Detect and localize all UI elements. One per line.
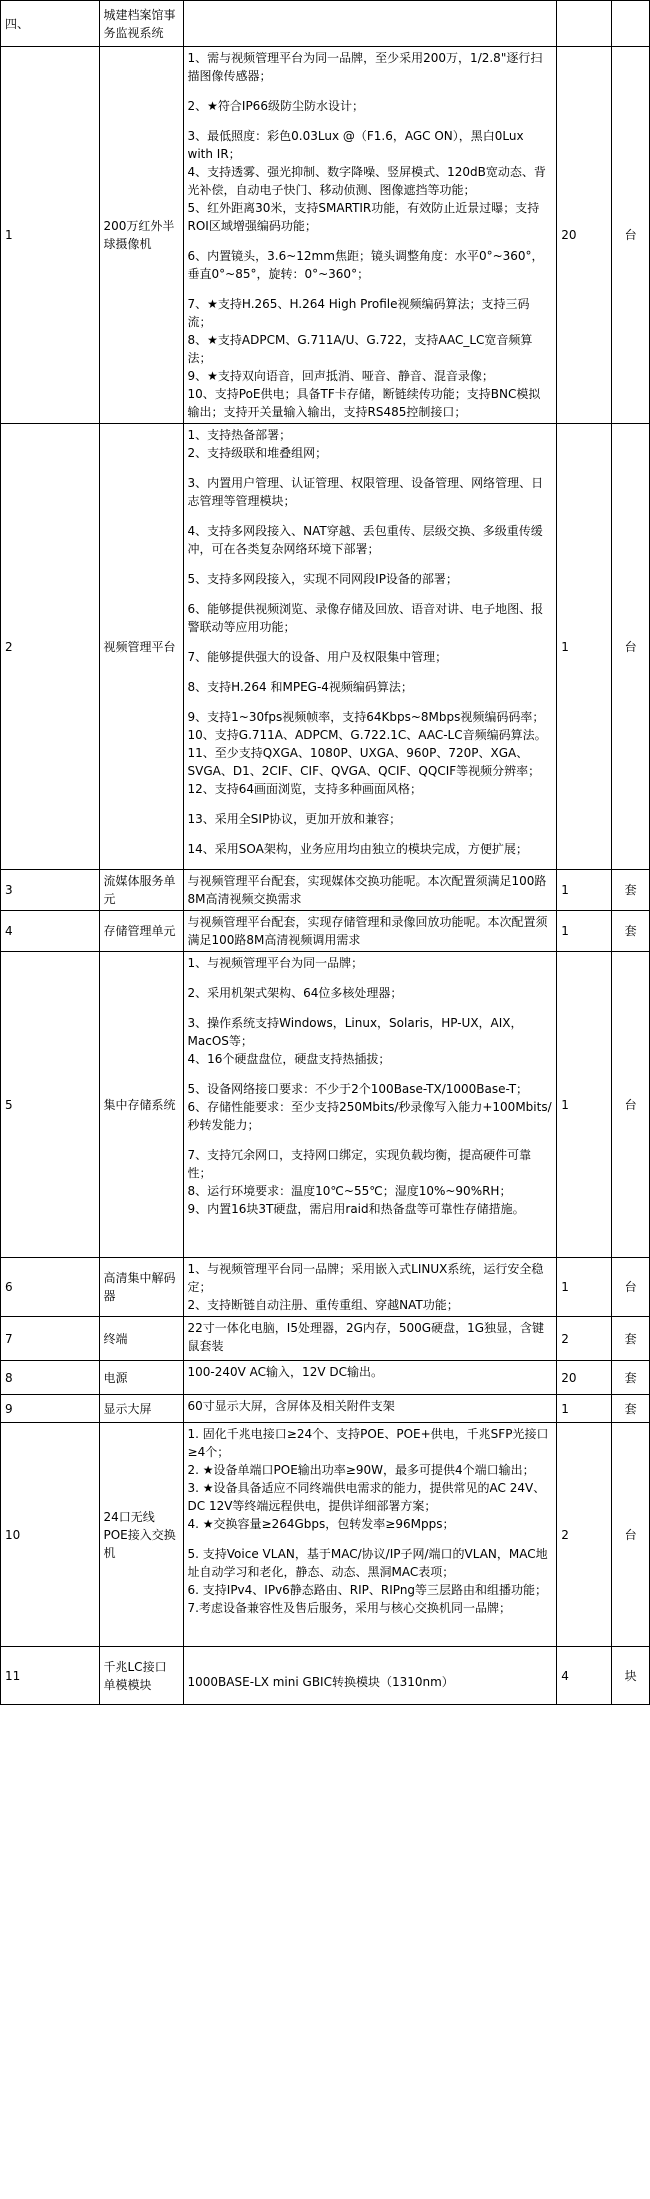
spec-line: 4、支持透雾、强光抑制、数字降噪、竖屏模式、120dB宽动态、背光补偿，自动电子快门、移动侦测、图像遮挡等功能； — [187, 165, 546, 197]
spec-line: 7、能够提供强大的设备、用户及权限集中管理； — [187, 650, 448, 664]
row-number: 5 — [1, 952, 100, 1258]
spec-spacer — [188, 85, 553, 97]
spec-spacer — [188, 828, 553, 840]
table-row — [1, 1317, 650, 1361]
spec-line: 4、16个硬盘盘位，硬盘支持热插拔； — [187, 1052, 391, 1066]
spec-line: 2、采用机架式架构、64位多核处理器； — [187, 986, 403, 1000]
spec-line: 6、存储性能要求：至少支持250Mbits/秒录像写入能力+100Mbits/秒转发能力； — [187, 1100, 552, 1132]
row-number: 10 — [1, 1423, 100, 1647]
item-unit: 台 — [612, 47, 650, 424]
spec-spacer — [188, 798, 553, 810]
spec-line: 60寸显示大屏，含屏体及相关附件支架 — [187, 1399, 395, 1413]
item-spec — [183, 911, 557, 952]
spec-line: 2. ★设备单端口POE输出功率≥90W，最多可提供4个端口输出； — [187, 1463, 535, 1477]
spec-line: 与视频管理平台配套，实现存储管理和录像回放功能呢。本次配置须满足100路8M高清视频调用需求 — [187, 915, 548, 947]
spec-line: 22寸一体化电脑，I5处理器，2G内存，500G硬盘，1G独显，含键鼠套装 — [187, 1321, 545, 1353]
spec-line: 100-240V AC输入，12V DC输出。 — [187, 1365, 383, 1379]
spec-spacer — [188, 1134, 553, 1146]
spec-line: 9、★支持双向语音，回声抵消、哑音、静音、混音录像； — [187, 369, 494, 383]
item-name: 城建档案馆事务监视系统 — [99, 1, 183, 47]
table-row — [1, 1395, 650, 1423]
row-number: 11 — [1, 1647, 100, 1705]
item-spec — [183, 870, 557, 911]
spec-line: 6、能够提供视频浏览、录像存储及回放、语音对讲、电子地图、报警联动等应用功能； — [187, 602, 544, 634]
spec-line: 8、★支持ADPCM、G.711A/U、G.722，支持AAC_LC宽音频算法； — [187, 333, 533, 365]
spec-line: 5、红外距离30米，支持SMARTIR功能，有效防止近景过曝；支持ROI区域增强编码功能； — [187, 201, 540, 233]
item-spec — [183, 1647, 557, 1705]
item-name: 视频管理平台 — [99, 424, 183, 870]
table-row — [1, 1, 650, 47]
item-spec — [183, 424, 557, 870]
spec-spacer — [188, 588, 553, 600]
spec-line: 3. ★设备具备适应不同终端供电需求的能力，提供常见的AC 24V、DC 12V等终端远程供电，提供详细部署方案； — [187, 1481, 546, 1513]
spec-spacer — [188, 510, 553, 522]
item-unit: 台 — [612, 952, 650, 1258]
table-row — [1, 870, 650, 911]
spec-spacer — [188, 1002, 553, 1014]
item-unit: 套 — [612, 1361, 650, 1395]
spec-line: 7、支持冗余网口，支持网口绑定，实现负载均衡，提高硬件可靠性； — [187, 1148, 532, 1180]
spec-line: 9、支持1~30fps视频帧率，支持64Kbps~8Mbps视频编码码率； — [187, 710, 545, 724]
row-number: 6 — [1, 1258, 100, 1317]
spec-line: 7.考虑设备兼容性及售后服务，采用与核心交换机同一品牌； — [187, 1601, 511, 1615]
item-spec — [183, 1258, 557, 1317]
item-unit: 台 — [612, 424, 650, 870]
row-number: 2 — [1, 424, 100, 870]
row-number: 8 — [1, 1361, 100, 1395]
item-name: 流媒体服务单元 — [99, 870, 183, 911]
spec-spacer — [188, 1068, 553, 1080]
spec-line: 3、最低照度：彩色0.03Lux @（F1.6，AGC ON），黑白0Lux with IR； — [187, 129, 524, 161]
table-row — [1, 1647, 650, 1705]
row-number: 9 — [1, 1395, 100, 1423]
spec-line: 6. 支持IPv4、IPv6静态路由、RIP、RIPng等三层路由和组播功能； — [187, 1583, 548, 1597]
spec-line: 3、操作系统支持Windows，Linux，Solaris，HP-UX，AIX，MacOS等； — [187, 1016, 523, 1048]
spec-line: 13、采用全SIP协议，更加开放和兼容； — [187, 812, 402, 826]
spec-line: 4、支持多网段接入、NAT穿越、丢包重传、层级交换、多级重传缓冲，可在各类复杂网络环境下部署； — [187, 524, 543, 556]
spec-spacer — [188, 696, 553, 708]
spec-spacer — [188, 972, 553, 984]
spec-spacer — [188, 666, 553, 678]
spec-line: 1、与视频管理平台同一品牌；采用嵌入式LINUX系统，运行安全稳定； — [187, 1262, 544, 1294]
item-quantity: 1 — [557, 1395, 612, 1423]
item-quantity — [557, 1, 612, 47]
item-unit: 套 — [612, 911, 650, 952]
spec-line: 9、内置16块3T硬盘，需启用raid和热备盘等可靠性存储措施。 — [187, 1202, 525, 1216]
item-name: 显示大屏 — [99, 1395, 183, 1423]
spec-line: 与视频管理平台配套，实现媒体交换功能呢。本次配置须满足100路8M高清视频交换需求 — [187, 874, 547, 906]
item-spec — [183, 1423, 557, 1647]
table-row — [1, 1361, 650, 1395]
spec-spacer — [188, 462, 553, 474]
spec-line: 4. ★交换容量≥264Gbps，包转发率≥96Mpps； — [187, 1517, 455, 1531]
item-unit: 台 — [612, 1423, 650, 1647]
item-quantity: 1 — [557, 870, 612, 911]
item-quantity: 1 — [557, 424, 612, 870]
item-spec — [183, 1, 557, 47]
spec-line: 2、支持断链自动注册、重传重组、穿越NAT功能； — [187, 1298, 459, 1312]
item-quantity: 1 — [557, 952, 612, 1258]
table-row — [1, 424, 650, 870]
table-row — [1, 911, 650, 952]
spec-spacer — [188, 283, 553, 295]
spec-line: 3、内置用户管理、认证管理、权限管理、设备管理、网络管理、日志管理等管理模块； — [187, 476, 544, 508]
spec-line: 5、设备网络接口要求：不少于2个100Base-TX/1000Base-T； — [187, 1082, 529, 1096]
spec-line: 6、内置镜头，3.6~12mm焦距；镜头调整角度：水平0°~360°，垂直0°~85°，旋转：0°~360°； — [187, 249, 544, 281]
spec-line: 8、运行环境要求：温度10℃~55℃；湿度10%~90%RH； — [187, 1184, 512, 1198]
spec-line: 14、采用SOA架构，业务应用均由独立的模块完成，方便扩展； — [187, 842, 528, 856]
spec-spacer — [188, 115, 553, 127]
item-quantity: 1 — [557, 1258, 612, 1317]
spec-spacer — [188, 636, 553, 648]
spec-line: 5. 支持Voice VLAN，基于MAC/协议/IP子网/端口的VLAN，MAC地址自动学习和老化，静态、动态、黑洞MAC表项； — [187, 1547, 548, 1579]
spec-spacer — [188, 1649, 553, 1661]
item-unit: 块 — [612, 1647, 650, 1705]
table-row — [1, 1423, 650, 1647]
item-quantity: 20 — [557, 1361, 612, 1395]
spec-line: 10、支持PoE供电；具备TF卡存储，断链续传功能；支持BNC模拟输出；支持开关量输入输出，支持RS485控制接口； — [187, 387, 541, 419]
item-name: 千兆LC接口单模模块 — [99, 1647, 183, 1705]
item-spec — [183, 47, 557, 424]
item-quantity: 1 — [557, 911, 612, 952]
item-name: 高清集中解码器 — [99, 1258, 183, 1317]
spec-line: 1、需与视频管理平台为同一品牌，至少采用200万，1/2.8"逐行扫描图像传感器； — [187, 51, 543, 83]
item-name: 电源 — [99, 1361, 183, 1395]
item-spec — [183, 1361, 557, 1395]
item-name: 集中存储系统 — [99, 952, 183, 1258]
spec-line: 11、至少支持QXGA、1080P、UXGA、960P、720P、XGA、SVGA、D1、2CIF、CIF、QVGA、QCIF、QQCIF等视频分辨率； — [187, 746, 541, 778]
item-name: 24口无线POE接入交换机 — [99, 1423, 183, 1647]
item-spec — [183, 1395, 557, 1423]
spec-line: 2、支持级联和堆叠组网； — [187, 446, 328, 460]
spec-line: 7、★支持H.265、H.264 High Profile视频编码算法；支持三码流； — [187, 297, 530, 329]
table-body — [1, 1, 650, 1705]
spec-line: 1. 固化千兆电接口≥24个、支持POE、POE+供电，千兆SFP光接口≥4个； — [187, 1427, 549, 1459]
row-number: 7 — [1, 1317, 100, 1361]
spec-line: 8、支持H.264 和MPEG-4视频编码算法； — [187, 680, 413, 694]
spec-line: 1、与视频管理平台为同一品牌； — [187, 956, 364, 970]
spec-line: 2、★符合IP66级防尘防水设计； — [187, 99, 364, 113]
item-quantity: 4 — [557, 1647, 612, 1705]
spec-line: 10、支持G.711A、ADPCM、G.722.1C、AAC-LC音频编码算法。 — [187, 728, 547, 742]
row-number: 4 — [1, 911, 100, 952]
spec-spacer — [188, 1533, 553, 1545]
spec-spacer — [188, 558, 553, 570]
item-quantity: 2 — [557, 1317, 612, 1361]
item-unit: 套 — [612, 1317, 650, 1361]
item-unit: 套 — [612, 870, 650, 911]
item-spec — [183, 1317, 557, 1361]
spec-line: 12、支持64画面浏览，支持多种画面风格； — [187, 782, 423, 796]
item-unit: 套 — [612, 1395, 650, 1423]
item-quantity: 2 — [557, 1423, 612, 1647]
spec-line: 5、支持多网段接入，实现不同网段IP设备的部署； — [187, 572, 458, 586]
table-row — [1, 952, 650, 1258]
spec-line: 1000BASE-LX mini GBIC转换模块（1310nm） — [187, 1675, 454, 1689]
item-name: 终端 — [99, 1317, 183, 1361]
item-name: 200万红外半球摄像机 — [99, 47, 183, 424]
row-number: 四、 — [1, 1, 100, 47]
table-row — [1, 1258, 650, 1317]
row-number: 1 — [1, 47, 100, 424]
table-row — [1, 47, 650, 424]
spec-spacer — [188, 1661, 553, 1673]
row-number: 3 — [1, 870, 100, 911]
item-spec — [183, 952, 557, 1258]
item-quantity: 20 — [557, 47, 612, 424]
item-unit — [612, 1, 650, 47]
spec-spacer — [188, 235, 553, 247]
spec-line: 1、支持热备部署； — [187, 428, 292, 442]
item-name: 存储管理单元 — [99, 911, 183, 952]
item-unit: 台 — [612, 1258, 650, 1317]
